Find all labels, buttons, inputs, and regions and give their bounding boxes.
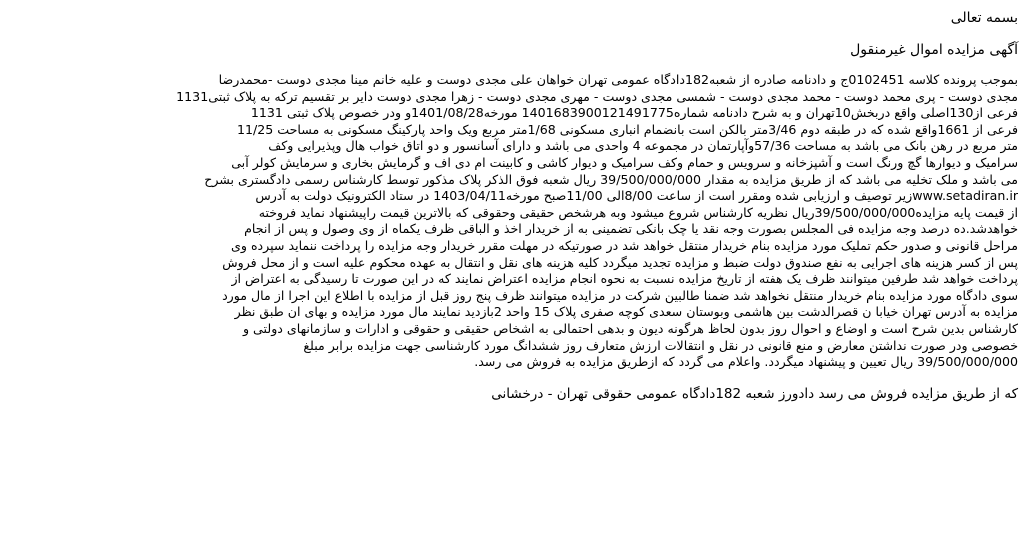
- body-line: بموجب پرونده کلاسه 0102451ج و دادنامه صادره از شعبه182دادگاه عمومی تهران خواهان علی مجدی دوست و علیه خانم مینا مجدی دوست -محمدرضا: [218, 72, 1018, 87]
- body-line: مزایده به آدرس تهران خیابا ن قصرالدشت بین هاشمی وبوستان سعدی کوچه صفری پلاک 15 واحد 2بازدید نمایند مال مورد مزایده و بهای ان طبق نظر: [234, 304, 1018, 320]
- body-line: مجدی دوست - پری محمد دوست - محمد مجدی دوست - شمسی مجدی دوست - مهری مجدی دوست - زهرا مجدی دوست دایر بر تقسیم ترکه به پلاک ثبتی1131: [176, 88, 1018, 104]
- body-line: سرامیک و دیوارها گچ ورنگ است و آشپزخانه و سرویس و حمام وکف سرامیک و دیوار کاشی و کابینت ام دی اف و گرمایش بخاری و سرمایش کولر آبی: [231, 154, 1018, 170]
- body-line: سوی دادگاه مورد مزایده بنام خریدار منتقل نخواهد شد ضمنا طالبین شرکت در مزایده میتوانند ظرف پنج روز قبل از مزایده با اطلاع این اجرا از مال مورد: [222, 287, 1018, 303]
- body-line: www.setadiran.irزیر توصیف و ارزیابی شده ومقرر است از ساعت 8/00الی 11/00صبح مورخه1403/04/11 در ستاد الکترونیک دولت به آدرس: [255, 188, 1018, 204]
- body-line: پرداخت خواهد شد طرفین میتوانند ظرف یک هفته از تاریخ مزایده نسبت به نحوه انجام مزایده اعتراض نمایند که در این صورت تا رسیدگی به اعتراض از: [231, 271, 1018, 287]
- body-line: 39/500/000/000 ریال تعیین و پیشنهاد میگردد. واعلام می گردد که ازطریق مزایده به فروش می رسد.: [474, 354, 1018, 370]
- invocation: بسمه تعالی: [950, 10, 1018, 26]
- body-line: مراحل قانونی و صدور حکم تملیک مورد مزایده بنام خریدار منتقل خواهد شد در صورتیکه در مهلت مقرر خریدار وجه مزایده را پرداخت ننماید سپرده وی: [231, 237, 1018, 253]
- body-line: متر مربع در رهن بانک می باشد به مساحت 57/36وآپارتمان در مجموعه 4 واحدی می باشد و دارای آسانسور و دو اتاق خواب هال وپذیرایی وکف: [268, 138, 1018, 154]
- body-line: خصوصی ودر صورت نداشتن معارض و منع قانونی در نقل و انتقالات ارزش متعارف روز ششدانگ مورد کارشناسی جهت مزایده برابر مبلغ: [303, 337, 1018, 353]
- body-line: می باشد و ملک تخلیه می باشد که از طریق مزایده به مقدار 39/500/000/000 ریال شعبه فوق الذکر پلاک مذکور توسط کارشناس رسمی دادگستری بشرح: [204, 171, 1018, 187]
- body-line: خواهدشد.ده درصد وجه مزایده فی المجلس بصورت وجه نقد یا چک بانکی تضمینی به از خریدار اخذ و الباقی ظرف یکماه از وی وصول و پس از انجام: [244, 221, 1018, 237]
- body-line: کارشناس بدین شرح است و اوضاع و احوال روز بدون لحاظ هرگونه دیون و بدهی احتمالی به اشخاص حقیقی و حقوقی و ادارات و سازمانهای دولتی و: [242, 320, 1018, 336]
- notice-footer: که از طریق مزایده فروش می رسد دادورز شعبه 182دادگاه عمومی حقوقی تهران - درخشانی: [491, 385, 1018, 402]
- body-line: فرعی از 1661واقع شده که در طبقه دوم 3/46متر بالکن است بانضمام انباری مسکونی 1/68متر مربع ویک واحد پارکینگ مسکونی به مساحت 11/25: [236, 121, 1018, 137]
- notice-body: [6, 72, 1018, 371]
- body-line: پس از کسر هزینه های اجرایی به نفع صندوق دولت ضبط و مزایده تجدید میگردد کلیه هزینه های نقل و انتقال به عهده محکوم علیه است و از محل فروش: [222, 254, 1018, 270]
- notice-title: آگهی مزایده اموال غیرمنقول: [850, 42, 1018, 58]
- body-line: از قیمت پایه مزایده39/500/000/000ریال نظریه کارشناس شروع میشود وبه هرشخص حقیقی وحقوقی که بالاترین قیمت راپیشنهاد نماید فروخته: [258, 204, 1018, 220]
- body-line: فرعی از130اصلی واقع دربخش10تهران و به شرح دادنامه شماره140168390012149177‌5 مورخه1401/08/28و ودر خصوص پلاک ثبتی 1131: [250, 105, 1018, 121]
